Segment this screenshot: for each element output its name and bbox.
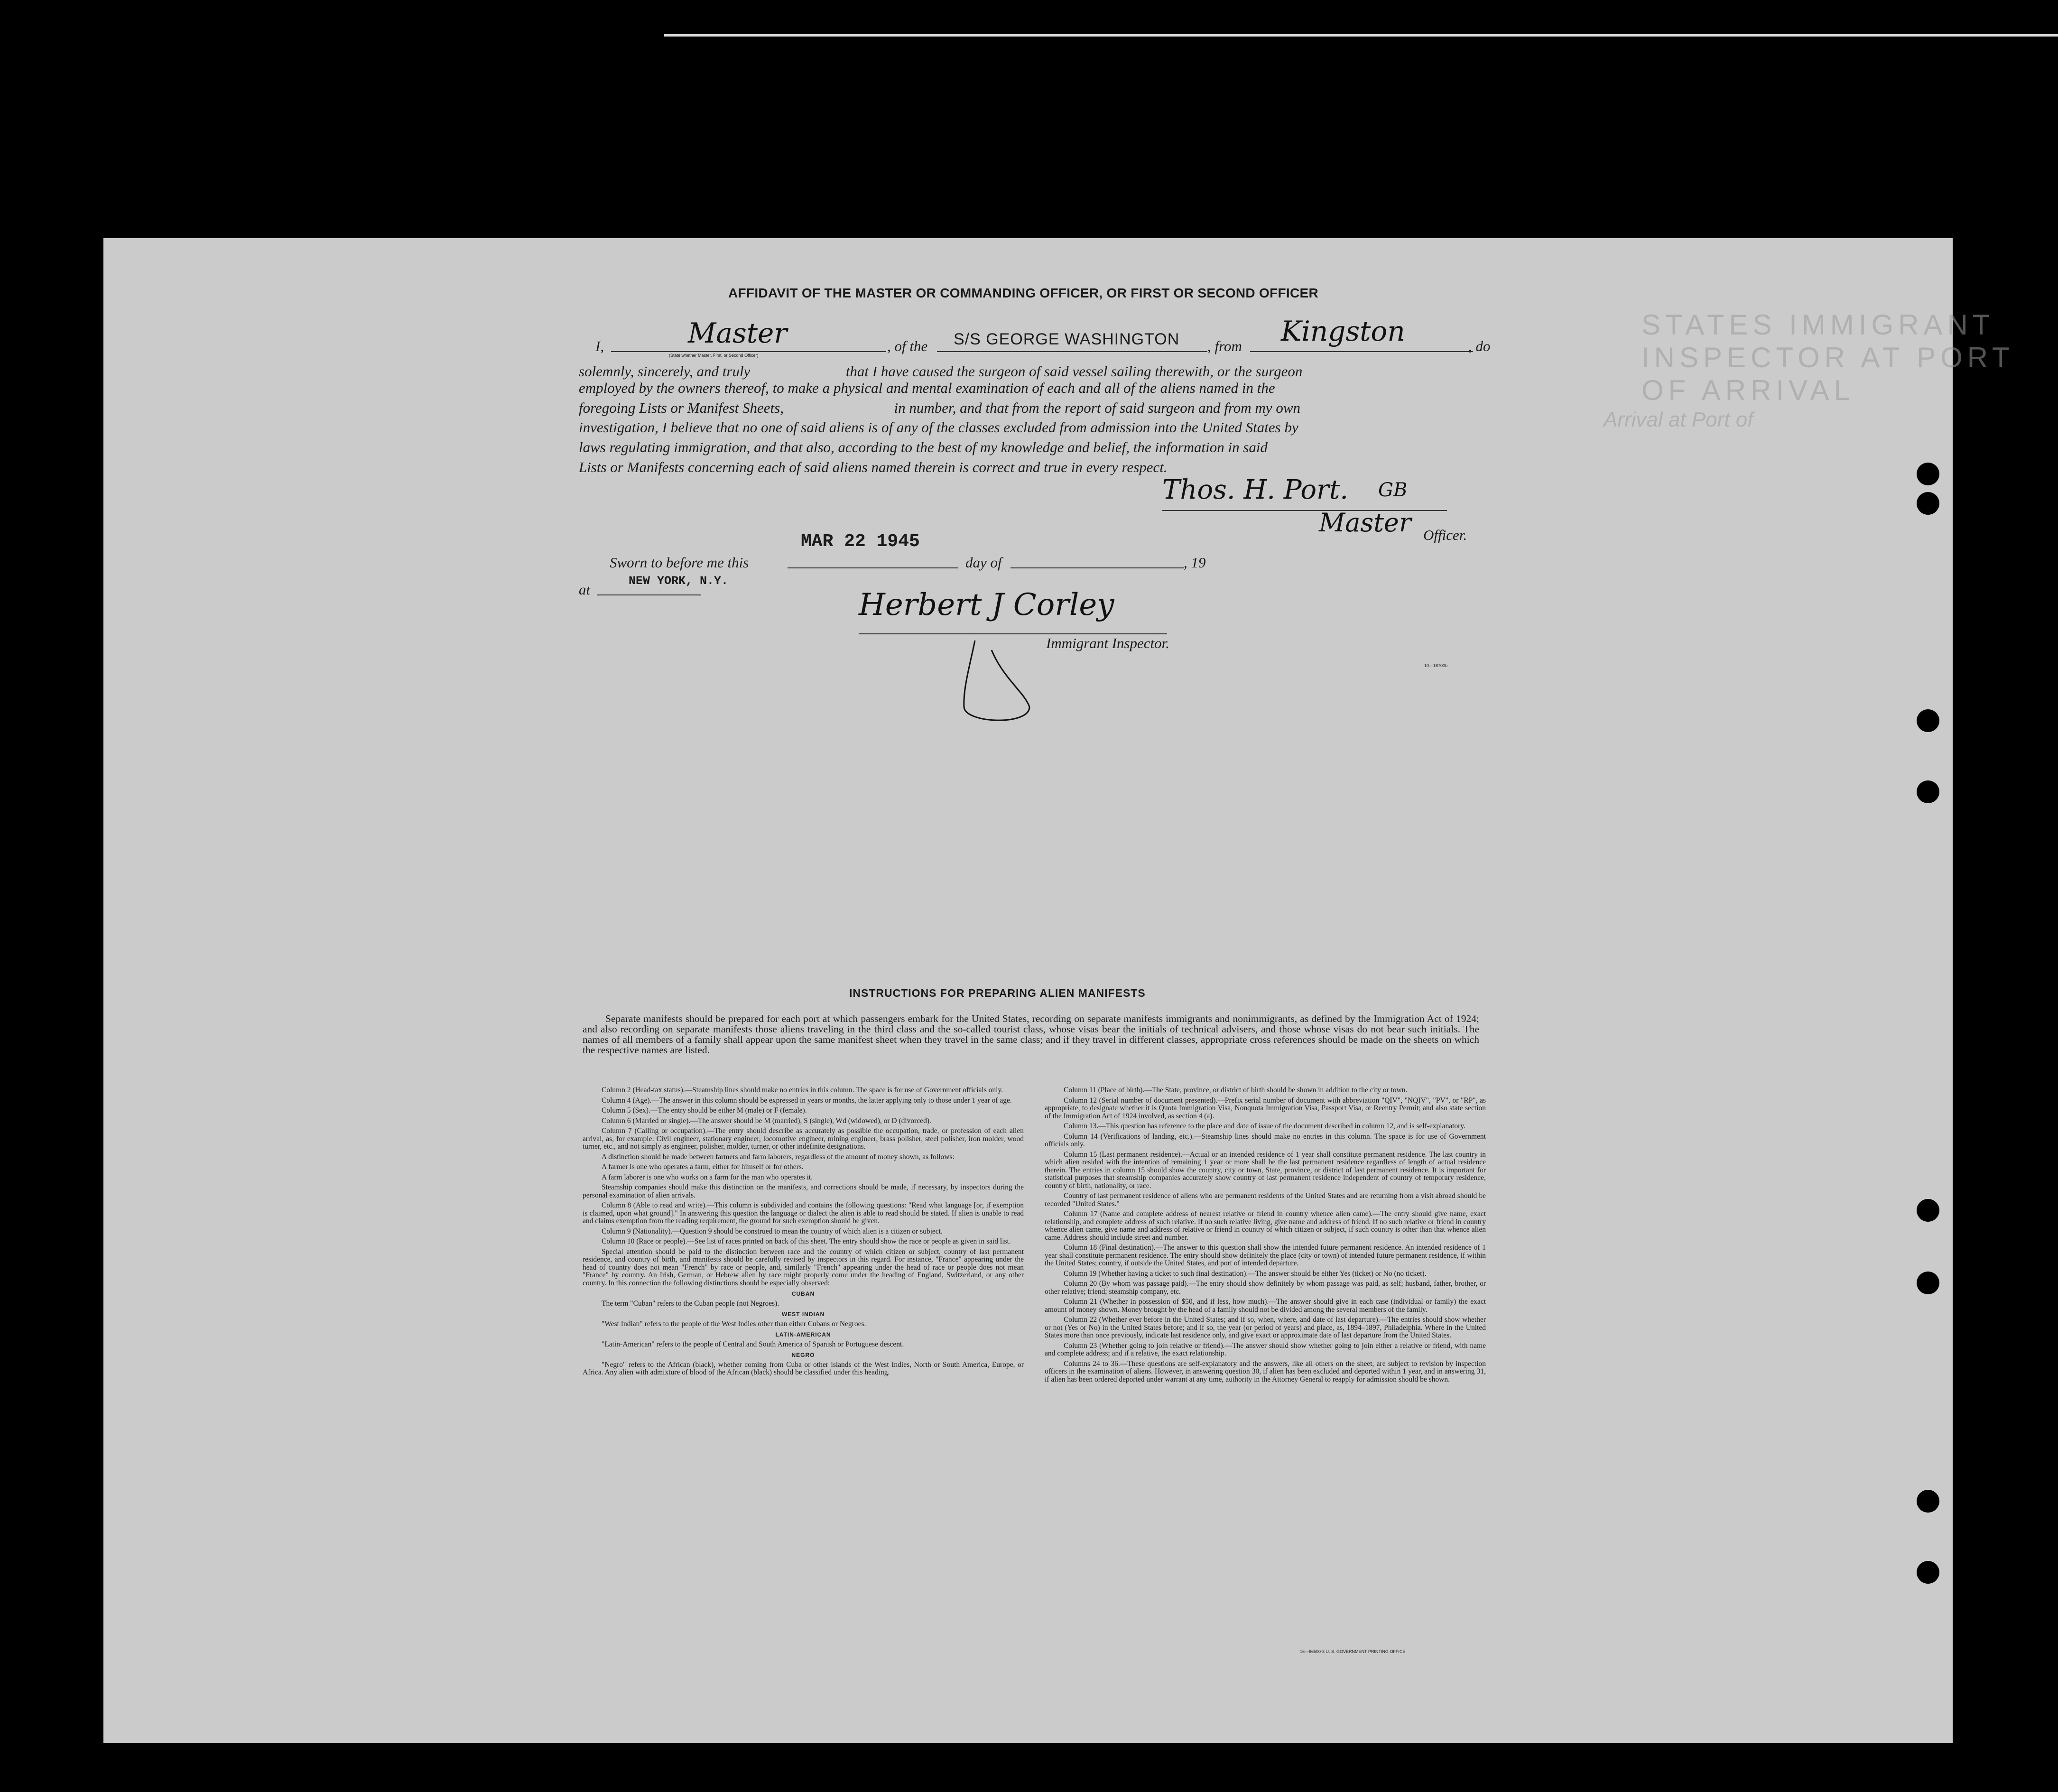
affidavit-of-the: , of the [887, 338, 928, 354]
inspector-label: Immigrant Inspector. [1046, 635, 1170, 651]
vessel-fill-line [937, 351, 1207, 352]
cuban-heading: CUBAN [791, 1291, 815, 1297]
affidavit-title: AFFIDAVIT OF THE MASTER OR COMMANDING OFFICER, OR FIRST OR SECOND OFFICER [728, 286, 1319, 300]
intro-paragraph: Separate manifests should be prepared for each port at which passengers embark for the United States, recording on separate manifests immigrants and nonimmigrants, as defined by the Immigration Act of 1924; and also recording on separate manifests those aliens traveling in the third class and the so-called tourist class, whose visas bear the initials of technical advisers, and those whose visas do not bear such initials. The names of all members of a family shall appear upon the same manifest sheet when they travel in the same class; and if they travel in different classes, appropriate cross references should be made on the sheets on which the respective names are listed. [583, 1013, 1479, 1056]
punch-hole [1917, 1490, 1939, 1513]
latin-american-definition: "Latin-American" refers to the people of Central and South America of Spanish or Portuguese descent. [602, 1340, 904, 1348]
month-fill-line [1010, 567, 1184, 568]
master-signature: Thos. H. Port. [1162, 474, 1349, 505]
instruction-paragraph: Column 4 (Age).—The answer in this column should be expressed in years or months, the latter applying only to those under 1 year of age. [602, 1096, 1012, 1105]
sworn-date-fill-line [788, 567, 958, 568]
instruction-paragraph: Column 19 (Whether having a ticket to such final destination).—The answer should be either Yes (ticket) or No (no ticket). [1064, 1269, 1427, 1278]
place-fill-line [597, 594, 701, 595]
west-indian-definition: "West Indian" refers to the people of the West Indies other than either Cubans or Negroes. [602, 1319, 866, 1328]
negro-definition: "Negro" refers to the African (black), whether coming from Cuba or other islands of the West Indies, North or South America, Europe, or Africa. Any alien with admixture of blood of the African (black) should be classified under this heading. [583, 1360, 1024, 1376]
instruction-paragraph: Columns 24 to 36.—These questions are self-explanatory and the answers, like all others on the sheet, are subject to revision by inspection officers in the examination of aliens. However, in answering question 30, if alien has been excluded and deported within 1 year, and in answering 31, if alien has been ordered deported under warrant at any time, authority in the Attorney General to reapply for admission should be shown. [1045, 1359, 1486, 1383]
instructions-intro [583, 1013, 1479, 1055]
rank-instruction-note: (State whether Master, First, or Second Officer) [669, 353, 759, 358]
instruction-paragraph: Column 7 (Calling or occupation).—The entry should describe as accurately as possible the occupation, trade, or profession of each alien arrival, as, for example: Civil engineer, stationary engineer, locomotive engineer, mining engineer, brass polisher, steel polisher, iron molder, wood turner, etc., and not simply as engineer, polisher, molder, turner, or other indefinite designations. [583, 1127, 1024, 1151]
form-number: 10—18700b [1424, 663, 1448, 668]
instruction-paragraph: Column 17 (Name and complete address of nearest relative or friend in country whence alien came).—The entry should give name, exact relationship, and complete address of such relative. If no such relative living, give name and address of friend. If no such relative or friend in country whence alien came, give name and address of relative or friend in country of which citizen or subject, if such country is other than that whence alien came. Address should include street and number. [1045, 1210, 1486, 1242]
instruction-paragraph: Column 12 (Serial number of document presented).—Prefix serial number of document with abbreviation "QIV", "NQIV", "PV", or "RP", as appropriate, to designate whether it is Quota Immigration Visa, Nonquota Immigration Visa, Passport Visa, or Reentry Permit; and also state section of the Immigration Act of 1924 involved, as section 4 (a). [1045, 1096, 1486, 1120]
affidavit-line-2: solemnly, sincerely, and truly that I have caused the surgeon of said vessel sailing therewith, or the surgeon [579, 363, 1303, 380]
latin-american-heading: LATIN-AMERICAN [775, 1331, 831, 1338]
instruction-paragraph: Column 14 (Verifications of landing, etc.).—Steamship lines should make no entries in this column. The space is for use of Government officials only. [1045, 1132, 1486, 1148]
bleed-through-heading: STATES IMMIGRANT INSPECTOR AT PORT OF ARRIVAL [1641, 309, 2014, 406]
punch-hole [1917, 463, 1939, 485]
punch-hole [1917, 1561, 1939, 1584]
at-label: at [579, 581, 591, 598]
instructions-right-column [1045, 1086, 1486, 1386]
instruction-paragraph: Column 13.—This question has reference to the place and date of issue of the document described in column 12, and is self-explanatory. [1064, 1122, 1465, 1130]
cuban-definition: The term "Cuban" refers to the Cuban people (not Negroes). [602, 1299, 779, 1308]
instruction-paragraph: Column 6 (Married or single).—The answer should be M (married), S (single), Wd (widowed), or D (divorced). [602, 1116, 931, 1125]
signed-rank: Master [1319, 508, 1411, 538]
signature-initials: GB [1378, 479, 1408, 501]
instruction-paragraph: A farmer is one who operates a farm, either for himself or for others. [602, 1163, 804, 1171]
printing-office-imprint: 16—66500-3 U. S. GOVERNMENT PRINTING OFFICE [1300, 1649, 1406, 1654]
instruction-paragraph: Column 11 (Place of birth).—The State, province, or district of birth should be shown in addition to the city or town. [1064, 1086, 1408, 1094]
punch-hole [1917, 492, 1939, 515]
instruction-paragraph: Country of last permanent residence of aliens who are permanent residents of the United States and are returning from a visit abroad should be recorded "United States." [1045, 1192, 1486, 1208]
instruction-paragraph: Column 8 (Able to read and write).—This column is subdivided and contains the following questions: "Read what language [or, if exemption is claimed, upon what ground]." In answering this question the language or dialect the alien is able to read should be stated. If alien is unable to read and claims exemption from the reading requirement, the ground for such exemption should be given. [583, 1201, 1024, 1225]
negro-heading: NEGRO [791, 1352, 815, 1358]
instruction-paragraph: Column 22 (Whether ever before in the United States; and if so, when, where, and date of last departure).—The entries should show whether or not (Yes or No) in the United States before; and if so, the year (or period of years) and place, as, 1894–1897, Philadelphia. Where in the United States more than once previously, indicate last residence only, and give exact or approximate date of last departure from the United States. [1045, 1316, 1486, 1339]
place-stamp: NEW YORK, N.Y. [629, 574, 729, 588]
punch-hole [1917, 780, 1939, 803]
instruction-paragraph: Column 10 (Race or people).—See list of races printed on back of this sheet. The entry should show the race or people as given in said list. [602, 1237, 1011, 1245]
instruction-paragraph: Column 21 (Whether in possession of $50, and if less, how much).—The answer should give in each case (individual or family) the exact amount of money shown. Money brought by the head of a family should not be divided among the several members of the family. [1045, 1298, 1486, 1314]
affidavit-from: , from [1207, 338, 1242, 354]
instruction-paragraph: Column 5 (Sex).—The entry should be either M (male) or F (female). [602, 1106, 807, 1114]
sworn-label: Sworn to before me this [610, 554, 749, 571]
affidavit-do: , do [1468, 338, 1491, 354]
bleed-through-subheading: Arrival at Port of [1604, 408, 1753, 431]
affidavit-line-4: foregoing Lists or Manifest Sheets, in number, and that from the report of said surgeon and from my own [579, 399, 1300, 416]
year-label: , 19 [1184, 554, 1206, 571]
port-fill-line [1250, 351, 1473, 352]
instruction-paragraph: Column 18 (Final destination).—The answer to this question shall show the intended future permanent residence. An intended residence of 1 year shall constitute permanent residence. The entry should show definitely the place (city or town) of intended future permanent residence, if within the United States; country, if outside the United States, and port of intended departure. [1045, 1244, 1486, 1267]
day-of-label: day of [965, 554, 1002, 571]
instruction-paragraph: Column 23 (Whether going to join relative or friend).—The answer should show whether going to join either a relative or friend, with name and complete address; and if a relative, the exact relationship. [1045, 1341, 1486, 1357]
port-handwriting: Kingston [1281, 315, 1405, 347]
punch-hole [1917, 1199, 1939, 1222]
instruction-paragraph: A farm laborer is one who works on a farm for the man who operates it. [602, 1173, 813, 1181]
instruction-paragraph: Column 2 (Head-tax status).—Steamship lines should make no entries in this column. The space is for use of Government officials only. [602, 1086, 1003, 1094]
scan-edge-line [664, 34, 2058, 37]
inspector-signature: Herbert J Corley [859, 587, 1114, 622]
instruction-paragraph: Special attention should be paid to the distinction between race and the country of which citizen or subject, country of last permanent residence, and country of birth, and manifests should be carefully revised by inspectors in this regard. For instance, "France" appearing under the head of country does not mean "French" by race or people, and, similarly "French" appearing under the head of race or people does not mean "France" by country. An Irish, German, or Hebrew alien by race might properly come under the heading of England, Switzerland, or any other country. In this connection the following distinctions should be especially observed: [583, 1247, 1024, 1287]
punch-hole [1917, 1272, 1939, 1294]
affidavit-i: I, [595, 338, 604, 354]
instruction-paragraph: Column 20 (By whom was passage paid).—The entry should show definitely by whom passage was paid, as self; husband, father, brother, or other relative; friend; steamship company, etc. [1045, 1280, 1486, 1296]
instructions-title: INSTRUCTIONS FOR PREPARING ALIEN MANIFESTS [849, 987, 1146, 999]
officer-label: Officer. [1423, 527, 1467, 543]
affidavit-line-7: Lists or Manifests concerning each of said aliens named therein is correct and true in every respect. [579, 459, 1168, 475]
rank-handwriting: Master [688, 317, 788, 349]
vessel-name: S/S GEORGE WASHINGTON [954, 330, 1180, 348]
instruction-paragraph: Column 9 (Nationality).—Question 9 should be construed to mean the country of which alien is a citizen or subject. [602, 1227, 943, 1235]
instruction-paragraph: Column 15 (Last permanent residence).—Actual or an intended residence of 1 year shall constitute permanent residence. The last country in which alien resided with the intention of remaining 1 year or more shall be the last permanent residence regardless of length of actual residence therein. The entries in column 15 should show the country, city or town, State, province, or district of last permanent residence. It is important for statistical purposes that steamship companies accurately show country of last permanent residence independent of country of temporary residence, country of birth, nationality, or race. [1045, 1150, 1486, 1190]
affidavit-line-5: investigation, I believe that no one of said aliens is of any of the classes excluded from admission into the United States by [579, 419, 1298, 436]
affidavit-line-6: laws regulating immigration, and that also, according to the best of my knowledge and belief, the information in said [579, 439, 1268, 455]
inspector-line [859, 633, 1167, 634]
punch-hole [1917, 709, 1939, 732]
date-stamp: MAR 22 1945 [801, 531, 920, 552]
west-indian-heading: WEST INDIAN [781, 1311, 825, 1318]
instructions-left-column [583, 1086, 1024, 1379]
instruction-paragraph: Steamship companies should make this distinction on the manifests, and corrections should be made, if necessary, by inspectors during the personal examination of alien arrivals. [583, 1183, 1024, 1199]
rank-fill-line [611, 351, 886, 352]
signature-flourish [958, 636, 1034, 726]
instruction-paragraph: A distinction should be made between farmers and farm laborers, regardless of the amount of money shown, as follows: [602, 1152, 955, 1161]
affidavit-line-3: employed by the owners thereof, to make a physical and mental examination of each and all of the aliens named in the [579, 380, 1275, 396]
